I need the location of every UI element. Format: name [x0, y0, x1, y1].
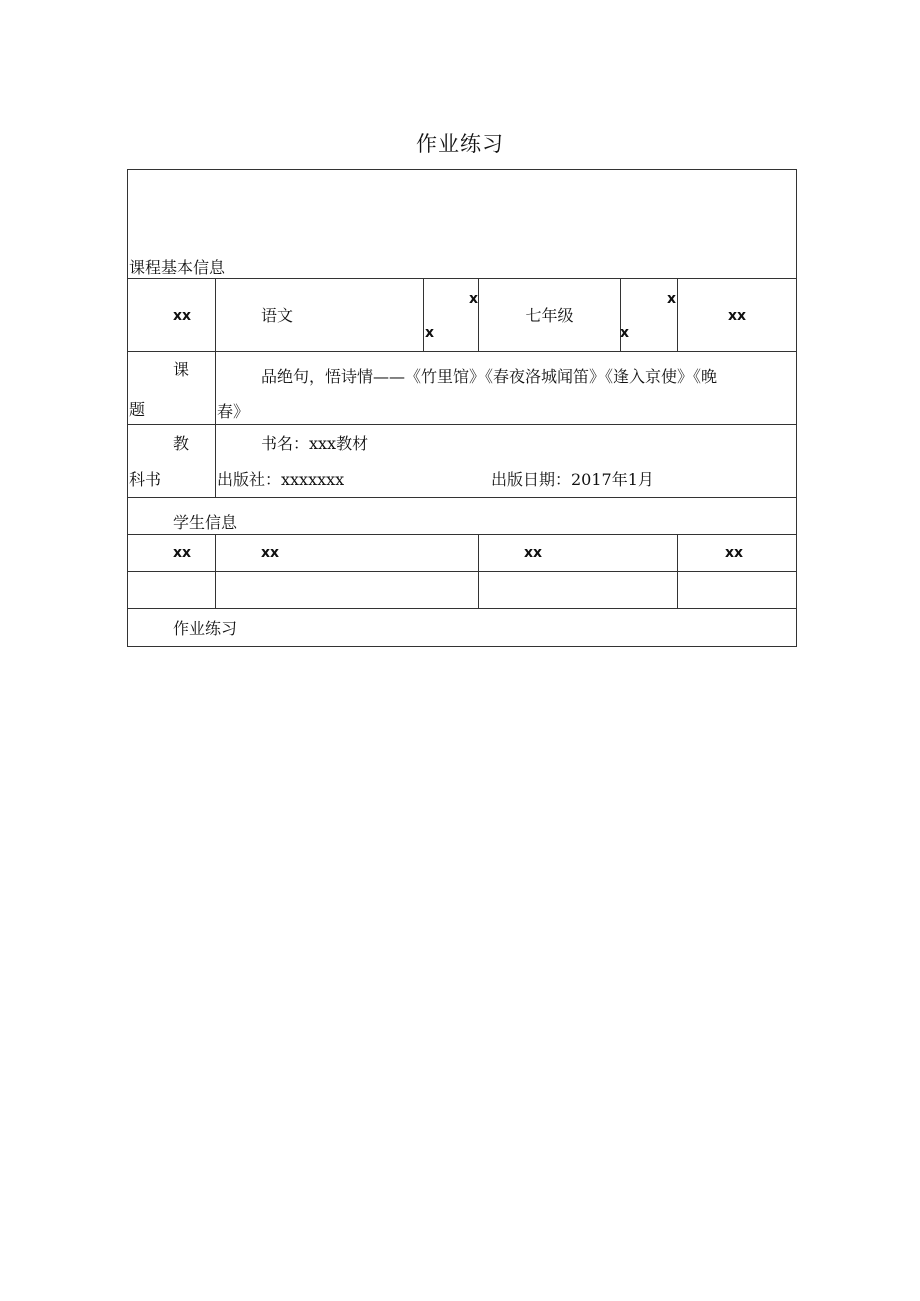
rule — [127, 351, 797, 352]
rule — [215, 351, 216, 497]
textbook-publish-date: 出版日期：2017年1月 — [491, 470, 654, 489]
rule — [127, 278, 797, 279]
topic-label: 题 — [129, 400, 146, 419]
rule — [127, 534, 797, 535]
rule — [127, 424, 797, 425]
course-cell: x — [425, 325, 435, 341]
textbook-label: 科书 — [129, 470, 162, 489]
student-cell: xx — [724, 545, 744, 561]
rule — [127, 571, 797, 572]
course-cell: xx — [727, 308, 747, 324]
page-title: 作业练习 — [416, 132, 504, 156]
student-cell: xx — [172, 545, 192, 561]
course-grade: 七年级 — [525, 306, 574, 325]
student-cell: xx — [261, 545, 280, 561]
section-label-homework: 作业练习 — [173, 619, 238, 638]
topic-text: 品绝句，悟诗情——《竹里馆》《春夜洛城闻笛》《逢入京使》《晚 — [261, 367, 718, 386]
textbook-label: 教 — [173, 434, 190, 453]
rule — [127, 169, 797, 170]
course-cell: x — [667, 291, 677, 307]
course-subject: 语文 — [261, 306, 294, 325]
course-table — [127, 169, 797, 647]
course-cell: x — [620, 325, 630, 341]
student-cell: xx — [523, 545, 543, 561]
rule — [127, 646, 797, 647]
section-label-course-info: 课程基本信息 — [129, 258, 226, 277]
course-cell: x — [469, 291, 479, 307]
rule — [127, 608, 797, 609]
topic-text: 春》 — [217, 402, 250, 421]
rule — [127, 497, 797, 498]
textbook-name: 书名：xxx教材 — [261, 434, 369, 453]
textbook-publisher: 出版社：xxxxxxx — [217, 470, 345, 489]
rule — [423, 278, 424, 351]
rule — [127, 169, 128, 647]
section-label-student-info: 学生信息 — [173, 513, 238, 532]
rule — [796, 169, 797, 647]
topic-label: 课 — [173, 360, 190, 379]
course-cell: xx — [172, 308, 192, 324]
